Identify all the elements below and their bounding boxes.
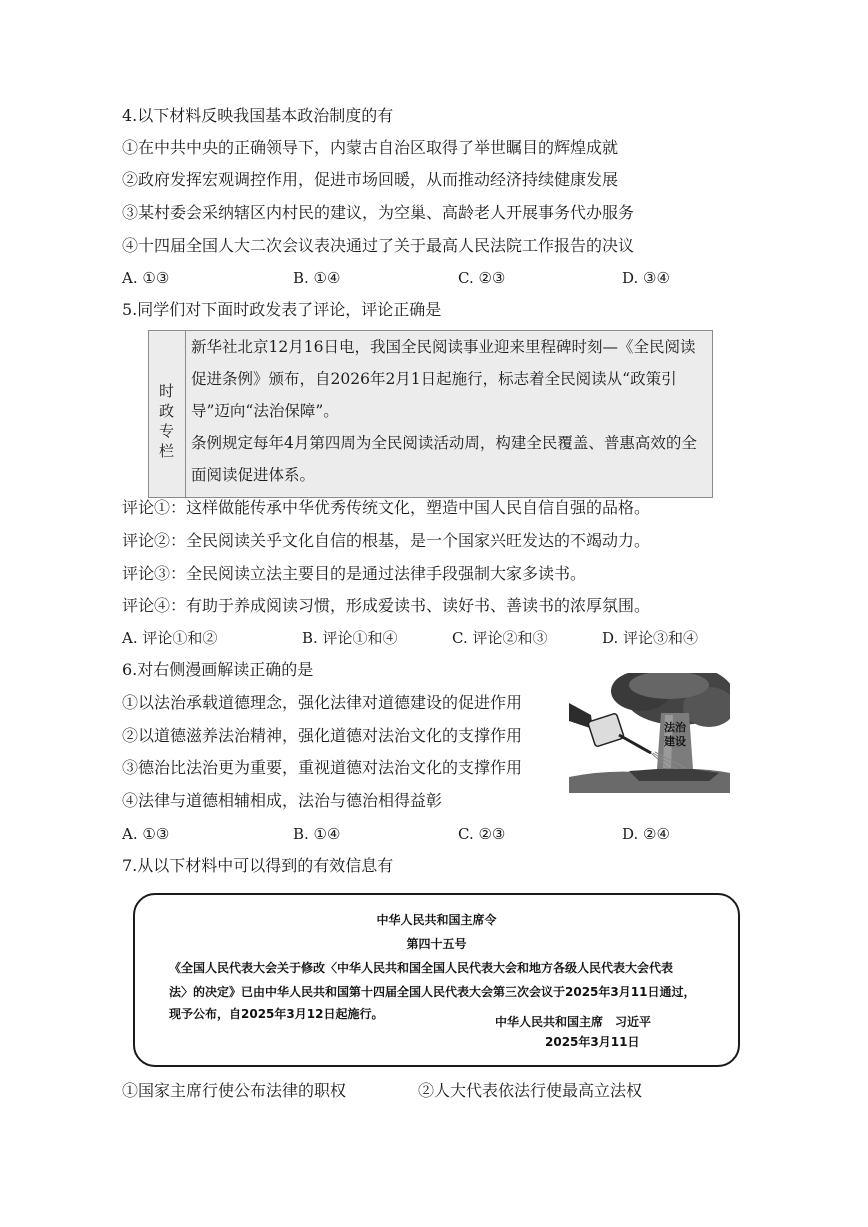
presidential-order-notice — [133, 893, 740, 1067]
q4-option-c[interactable]: C. ②③ — [458, 269, 506, 287]
news-paragraph-2: 条例规定每年4月第四周为全民阅读活动周，构建全民覆盖、普惠高效的全面阅读促进体系。 — [191, 434, 697, 484]
news-box — [148, 330, 713, 498]
q6-item-3: ③德治比法治更为重要，重视道德对法治文化的支撑作用 — [122, 758, 523, 777]
q6-item-1: ①以法治承载道德理念，强化法律对道德建设的促进作用 — [122, 693, 523, 712]
q5-option-a[interactable]: A. 评论①和② — [122, 629, 218, 647]
cartoon-image — [569, 673, 730, 793]
news-box-side — [149, 331, 186, 497]
q5-comment-2: 评论②：全民阅读关乎文化自信的根基，是一个国家兴旺发达的不竭动力。 — [122, 531, 651, 550]
notice-signer: 中华人民共和国主席 习近平 — [495, 1015, 652, 1029]
q7-item-1: ①国家主席行使公布法律的职权 — [122, 1081, 347, 1100]
notice-title: 中华人民共和国主席令 — [376, 913, 497, 927]
q4-item-2: ②政府发挥宏观调控作用，促进市场回暖，从而推动经济持续健康发展 — [122, 170, 619, 189]
q4-option-d[interactable]: D. ③④ — [622, 269, 670, 287]
q4-option-b[interactable]: B. ①④ — [293, 269, 341, 287]
q5-option-c[interactable]: C. 评论②和③ — [452, 629, 548, 647]
news-box-side-label: 时政专栏 — [159, 382, 175, 460]
news-box-body — [191, 331, 707, 491]
q4-option-a[interactable]: A. ①③ — [122, 269, 170, 287]
q5-option-b[interactable]: B. 评论①和④ — [302, 629, 398, 647]
q6-stem: 6.对右侧漫画解读正确的是 — [122, 660, 314, 679]
notice-date: 2025年3月11日 — [545, 1035, 640, 1049]
q7-stem: 7.从以下材料中可以得到的有效信息有 — [122, 856, 394, 875]
q4-item-4: ④十四届全国人大二次会议表决通过了关于最高人民法院工作报告的决议 — [122, 236, 635, 255]
q6-option-c[interactable]: C. ②③ — [458, 825, 506, 843]
q6-item-4: ④法律与道德相辅相成，法治与德治相得益彰 — [122, 791, 443, 810]
q6-option-a[interactable]: A. ①③ — [122, 825, 170, 843]
q5-comment-3: 评论③：全民阅读立法主要目的是通过法律手段强制大家多读书。 — [122, 564, 587, 583]
news-paragraph-1: 新华社北京12月16日电，我国全民阅读事业迎来里程碑时刻—《全民阅读促进条例》颁布，自2026年2月1日起施行，标志着全民阅读从“政策引导”迈向“法治保障”。 — [191, 338, 696, 420]
q5-stem: 5.同学们对下面时政发表了评论，评论正确是 — [122, 300, 442, 319]
q6-option-d[interactable]: D. ②④ — [622, 825, 670, 843]
q5-option-d[interactable]: D. 评论③和④ — [602, 629, 699, 647]
notice-line-1: 《全国人民代表大会关于修改〈中华人民共和国全国人民代表大会和地方各级人民代表大会代表 — [169, 961, 674, 975]
q5-comment-4: 评论④：有助于养成阅读习惯，形成爱读书、读好书、善读书的浓厚氛围。 — [122, 596, 651, 615]
notice-line-2: 法〉的决定》已由中华人民共和国第十四届全国人民代表大会第三次会议于2025年3月11日通过， — [169, 985, 696, 999]
svg-text:建设: 建设 — [664, 735, 686, 748]
q6-item-2: ②以道德滋养法治精神，强化道德对法治文化的支撑作用 — [122, 726, 523, 745]
notice-number: 第四十五号 — [406, 937, 467, 951]
cartoon-tree-label: 法治 — [664, 721, 686, 734]
notice-line-3: 现予公布，自2025年3月12日起施行。 — [169, 1007, 384, 1021]
q4-item-1: ①在中共中央的正确领导下，内蒙古自治区取得了举世瞩目的辉煌成就 — [122, 138, 619, 157]
q7-item-2: ②人大代表依法行使最高立法权 — [418, 1081, 643, 1100]
q4-item-3: ③某村委会采纳辖区内村民的建议，为空巢、高龄老人开展事务代办服务 — [122, 203, 635, 222]
q6-option-b[interactable]: B. ①④ — [293, 825, 341, 843]
q5-comment-1: 评论①：这样做能传承中华优秀传统文化，塑造中国人民自信自强的品格。 — [122, 498, 651, 517]
q4-stem: 4.以下材料反映我国基本政治制度的有 — [122, 106, 394, 125]
